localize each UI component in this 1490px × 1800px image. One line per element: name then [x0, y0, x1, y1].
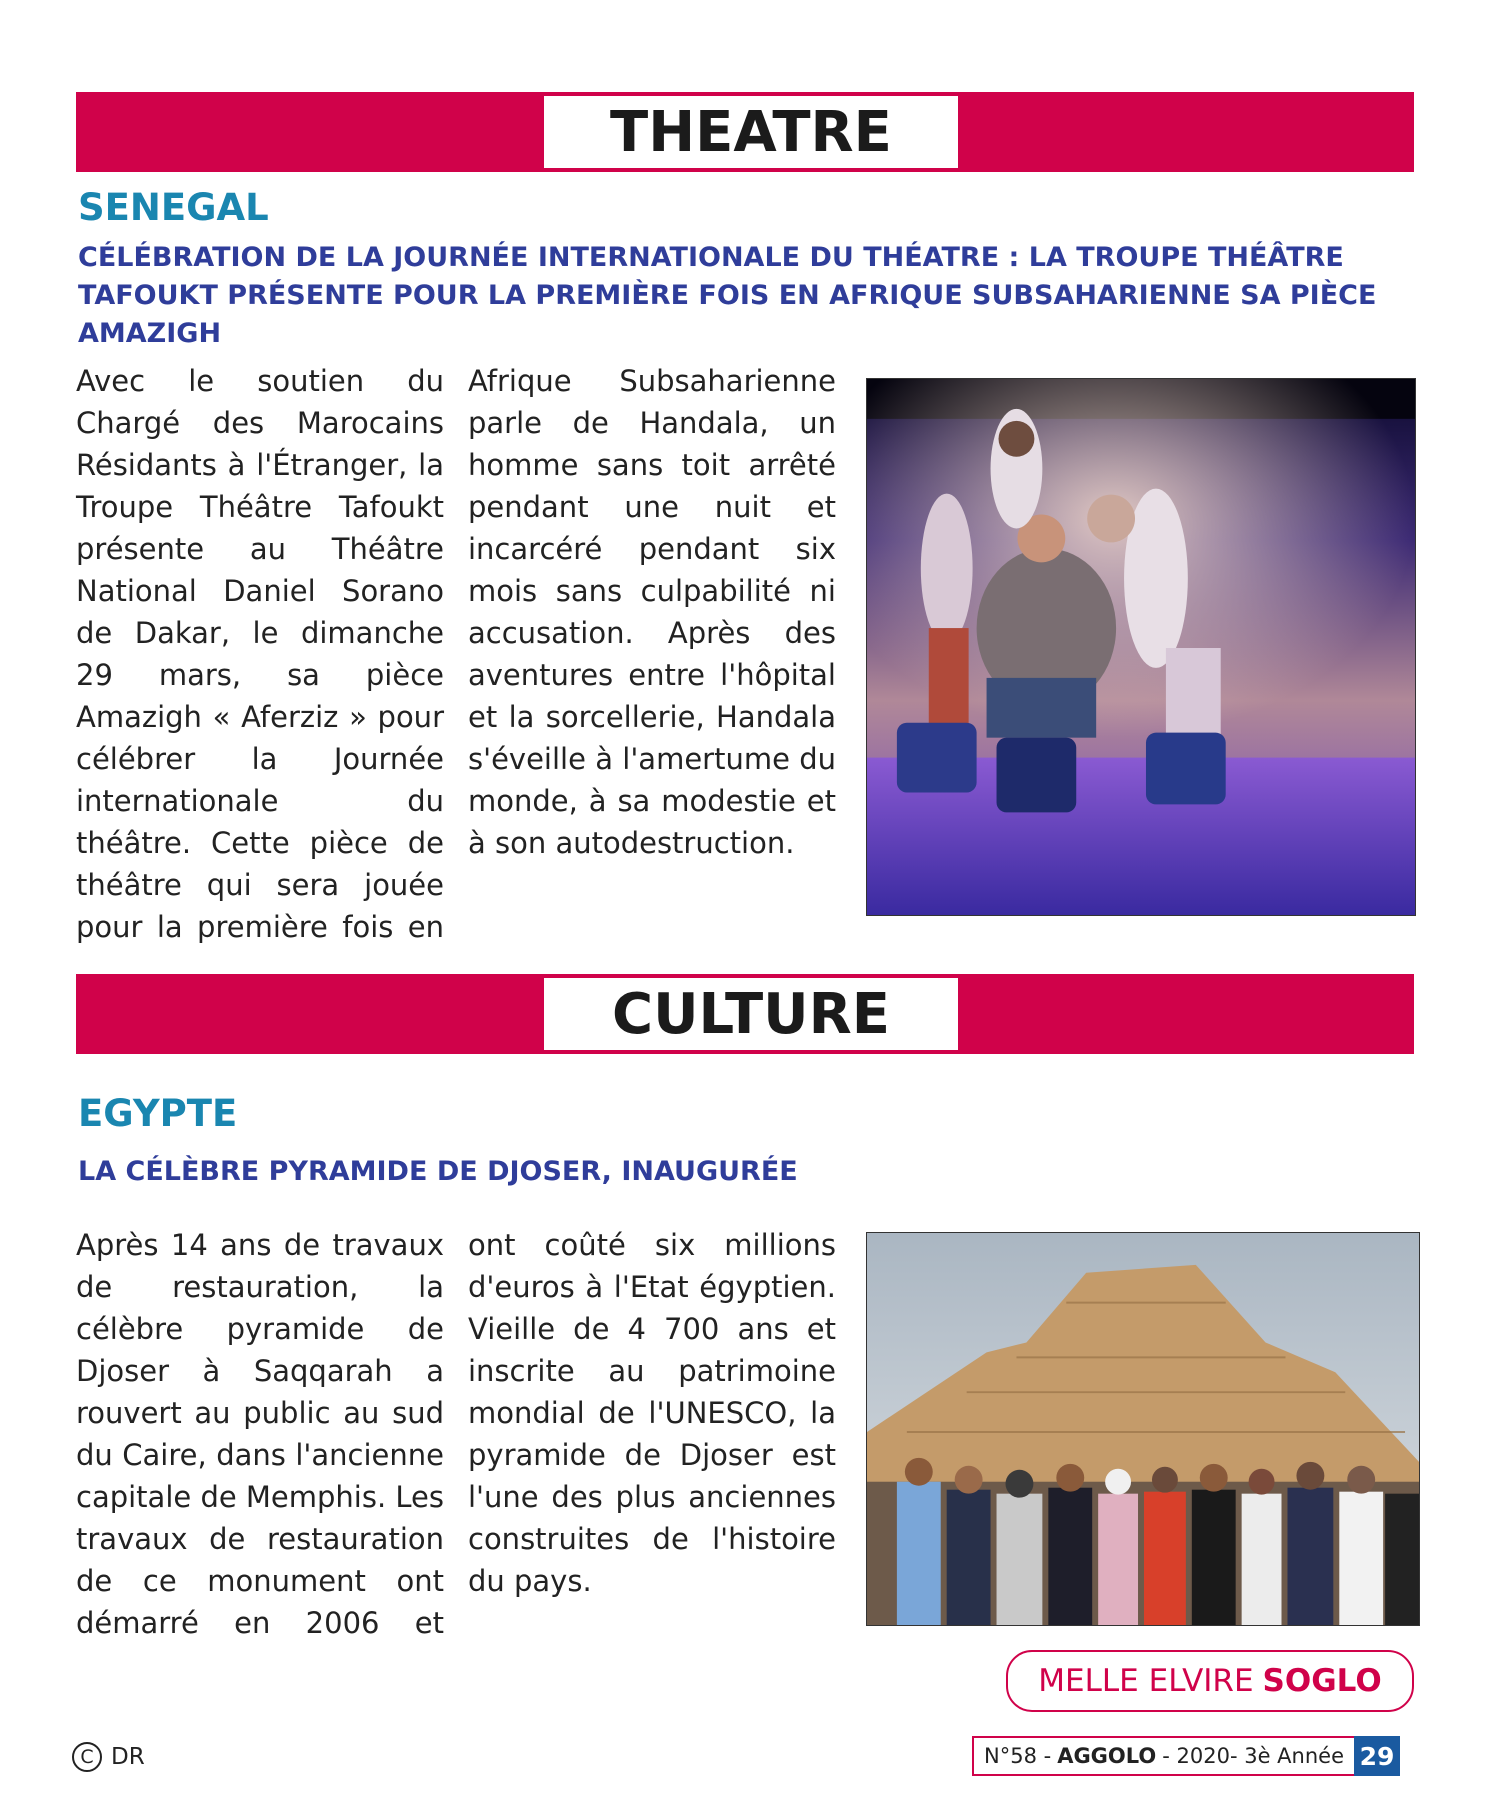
photo-credit: [72, 1742, 145, 1772]
magazine-name: AGGOLO: [1057, 1744, 1157, 1768]
article-headline: CÉLÉBRATION DE LA JOURNÉE INTERNATIONALE DU THÉATRE : LA TROUPE THÉÂTRE TAFOUKT PRÉSENTE POUR LA PREMIÈRE FOIS EN AFRIQUE SUBSAHARIENNE SA PIÈCE AMAZIGH: [78, 242, 1377, 349]
section-title: THEATRE: [610, 99, 892, 165]
author-prefix: MELLE ELVIRE: [1038, 1663, 1254, 1699]
section-title: CULTURE: [611, 981, 891, 1047]
country-heading: EGYPTE: [78, 1092, 238, 1135]
section-title-box: [542, 976, 960, 1052]
section-bar-culture: [76, 974, 1414, 1054]
author-signature: [1006, 1650, 1414, 1712]
author-surname: SOGLO: [1262, 1663, 1382, 1699]
credit-text: DR: [111, 1744, 145, 1770]
theatre-stage-photo: [866, 378, 1416, 916]
pyramid-group-photo: [866, 1232, 1420, 1626]
article-column-1: Après 14 ans de travaux de restauration, la célèbre pyramide de Djoser à Saqqarah a rouvert au public au sud du Caire, dans l'ancienne capitale de Memphis. Les travaux de restauration de ce monument ont démarré en 2006 et: [76, 1228, 445, 1640]
copyright-icon: C: [72, 1742, 102, 1772]
issue-info: [972, 1736, 1354, 1776]
article-column-2: ont coûté six millions d'euros à l'Etat égyptien. Vieille de 4 700 ans et inscrite au patrimoine mondial de l'UNESCO, la pyramide de Djoser est l'une des plus anciennes construites de l'histoire du pays.: [468, 1228, 836, 1598]
article-column-1: Avec le soutien du Chargé des Marocains Résidants à l'Étranger, la Troupe Théâtre Tafoukt présente au Théâtre National Daniel Sorano de Dakar, le dimanche 29 mars, sa pièce Amazigh « Aferziz » pour célébrer la Journée internationale du théâtre. Cette pièce de théâtre qui sera jouée pour la première fois en: [76, 364, 444, 944]
page-number: 29: [1354, 1736, 1400, 1776]
article-column-2: Afrique Subsaharienne parle de Handala, un homme sans toit arrêté pendant une nuit et incarcéré pendant six mois sans culpabilité ni accusation. Après des aventures entre l'hôpital et la sorcellerie, Handala s'éveille à l'amertume du monde, à sa modestie et à son autodestruction.: [468, 364, 836, 860]
section-title-box: [542, 94, 960, 170]
issue-year: - 2020- 3è Année: [1162, 1744, 1344, 1768]
issue-number: N°58 -: [984, 1744, 1052, 1768]
article-headline: LA CÉLÈBRE PYRAMIDE DE DJOSER, INAUGURÉE: [78, 1156, 798, 1187]
section-bar-theatre: [76, 92, 1414, 172]
page-footer: [972, 1736, 1400, 1776]
country-heading: SENEGAL: [78, 186, 269, 229]
